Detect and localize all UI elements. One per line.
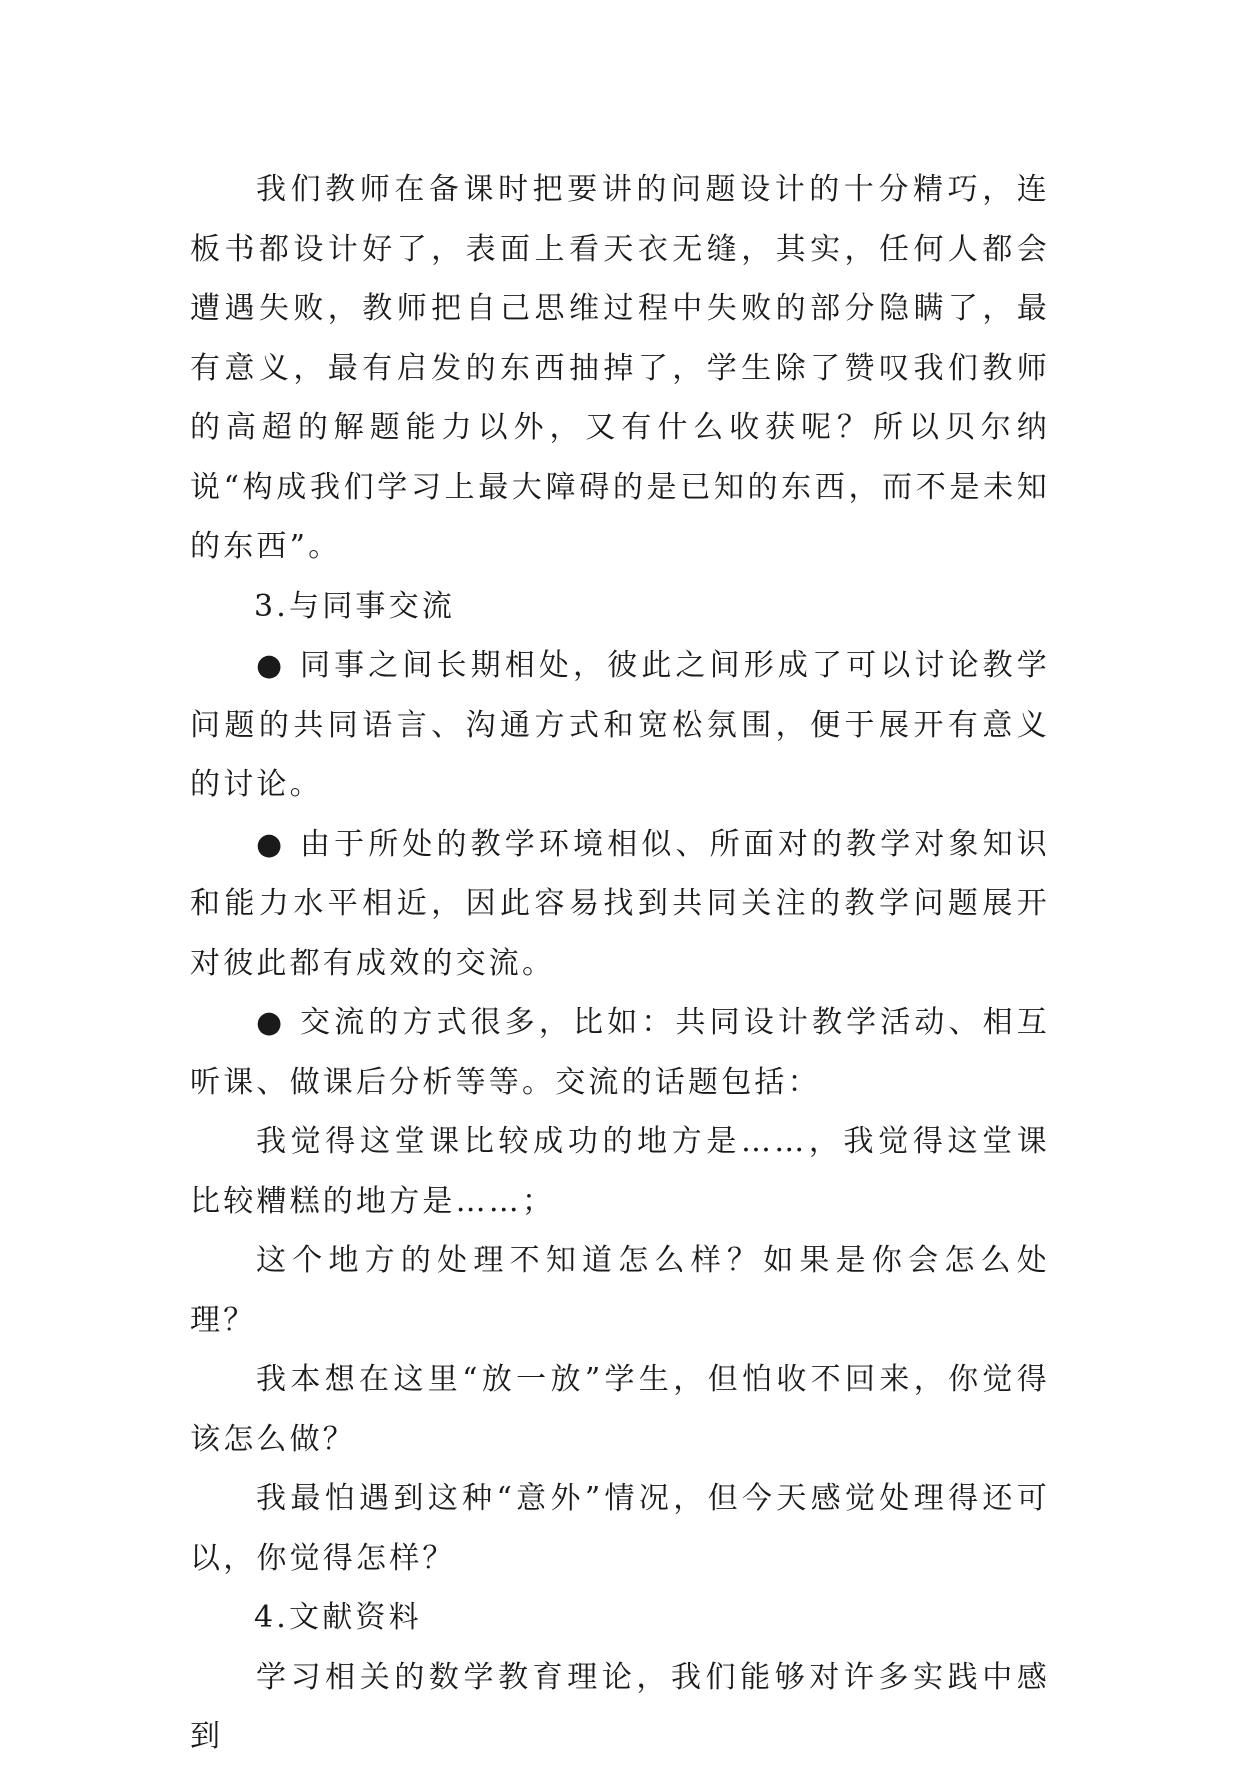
- section-heading-colleague-exchange: 3.与同事交流: [254, 588, 456, 624]
- bullet-shared-language: ● 同事之间长期相处，彼此之间形成了可以讨论教学问题的共同语言、沟通方式和宽松氛围，便于展开有意义的讨论。: [190, 648, 1050, 802]
- section-heading-literature: 4.文献资料: [254, 1600, 422, 1635]
- topic-successful-parts: 我觉得这堂课比较成功的地方是……，我觉得这堂课比较糟糕的地方是……；: [190, 1124, 1050, 1219]
- topic-let-students-go: 我本想在这里“放一放”学生，但怕收不回来，你觉得该怎么做？: [190, 1362, 1050, 1457]
- paragraph-lesson-design: 我们教师在备课时把要讲的问题设计的十分精巧，连板书都设计好了，表面上看天衣无缝，其实，任何人都会遭遇失败，教师把自己思维过程中失败的部分隐瞒了，最有意义，最有启发的东西抽掉了，学生除了赞叹我们教师的高超的解题能力以外，又有什么收获呢？所以贝尔纳说“构成我们学习上最大障碍的是已知的东西，而不是未知的东西”。: [190, 172, 1050, 564]
- topic-how-to-handle: 这个地方的处理不知道怎么样？如果是你会怎么处理？: [190, 1243, 1050, 1338]
- paragraph-education-theory: 学习相关的数学教育理论，我们能够对许多实践中感到: [190, 1659, 1050, 1754]
- bullet-exchange-methods: ● 交流的方式很多，比如：共同设计教学活动、相互听课、做课后分析等等。交流的话题包括：: [190, 1005, 1050, 1100]
- topic-unexpected-situation: 我最怕遇到这种“意外”情况，但今天感觉处理得还可以，你觉得怎样？: [190, 1481, 1050, 1576]
- document-body: [190, 160, 1050, 1767]
- bullet-similar-environment: ● 由于所处的教学环境相似、所面对的教学对象知识和能力水平相近，因此容易找到共同关注的教学问题展开对彼此都有成效的交流。: [190, 826, 1050, 981]
